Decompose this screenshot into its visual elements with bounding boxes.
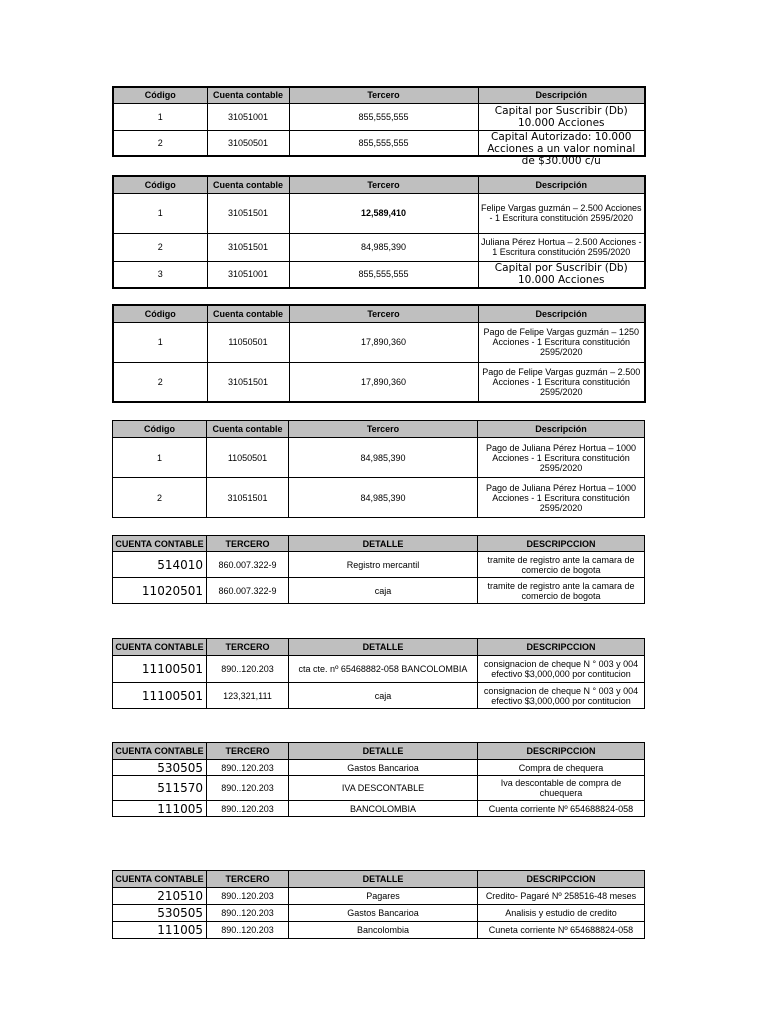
tercero-cell: 860.007.322-9 — [207, 578, 289, 604]
header-tercero: Tercero — [289, 305, 478, 322]
cuenta-cell: 31051001 — [207, 261, 289, 288]
descripcion-cell: Cuneta corriente Nº 654688824-058 — [478, 922, 645, 939]
header-tercero: TERCERO — [207, 639, 289, 656]
cuenta-cell: 31051501 — [207, 362, 289, 402]
header-detalle: DETALLE — [289, 871, 478, 888]
tercero-cell: 12,589,410 — [289, 193, 478, 233]
cuenta-cell: 11020501 — [113, 578, 207, 604]
descripcion-cell: Pago de Juliana Pérez Hortua – 1000 Acciones - 1 Escritura constitución 2595/2020 — [478, 478, 645, 518]
detalle-cell: IVA DESCONTABLE — [289, 776, 478, 801]
header-cuenta-contable: CUENTA CONTABLE — [113, 743, 207, 760]
table-row — [113, 888, 645, 905]
table-row — [113, 322, 645, 362]
codigo-cell: 1 — [113, 193, 207, 233]
descripcion-cell: Cuenta corriente Nº 654688824-058 — [478, 801, 645, 817]
descripcion-cell — [478, 130, 645, 167]
tercero-cell: 123,321,111 — [207, 683, 289, 709]
descripcion-cell: Compra de chequera — [478, 760, 645, 776]
detalle-cell: cta cte. nº 65468882-058 BANCOLOMBIA — [289, 656, 478, 683]
tercero-cell: 855,555,555 — [289, 103, 478, 130]
header-codigo: Código — [113, 421, 207, 438]
table-header-row — [113, 305, 645, 322]
detalle-cell: BANCOLOMBIA — [289, 801, 478, 817]
header-tercero: TERCERO — [207, 871, 289, 888]
header-descripcion: Descripción — [478, 87, 645, 103]
cuenta-cell: 11100501 — [113, 683, 207, 709]
table-row — [113, 922, 645, 939]
table-header-row — [113, 421, 645, 438]
tercero-cell: 17,890,360 — [289, 362, 478, 402]
table-row — [113, 193, 645, 233]
table-row — [113, 683, 645, 709]
cuenta-cell: 111005 — [113, 922, 207, 939]
header-descripcion: Descripción — [478, 421, 645, 438]
header-cuenta-contable: Cuenta contable — [207, 421, 289, 438]
tercero-cell: 890..120.203 — [207, 905, 289, 922]
descripcion-cell: Pago de Juliana Pérez Hortua – 1000 Acciones - 1 Escritura constitución 2595/2020 — [478, 438, 645, 478]
descripcion-cell: Capital por Suscribir (Db) 10.000 Acciones — [478, 103, 645, 130]
header-descripcion: Descripción — [478, 305, 645, 322]
table-credito — [112, 870, 645, 939]
tercero-cell: 890..120.203 — [207, 656, 289, 683]
table-row — [113, 438, 645, 478]
detalle-cell: caja — [289, 683, 478, 709]
tercero-cell: 84,985,390 — [289, 233, 478, 261]
table-row — [113, 362, 645, 402]
table-acciones-socios — [112, 175, 646, 289]
codigo-cell: 3 — [113, 261, 207, 288]
table-row — [113, 905, 645, 922]
table-header-row — [113, 87, 645, 103]
codigo-cell: 2 — [113, 130, 207, 156]
descripcion-cell: Capital por Suscribir (Db) 10.000 Acciones — [478, 261, 645, 288]
cuenta-cell: 530505 — [113, 905, 207, 922]
cuenta-cell: 11050501 — [207, 322, 289, 362]
header-tercero: TERCERO — [207, 743, 289, 760]
codigo-cell: 1 — [113, 103, 207, 130]
tercero-cell: 890..120.203 — [207, 888, 289, 905]
header-detalle: DETALLE — [289, 536, 478, 552]
cuenta-cell: 11050501 — [207, 438, 289, 478]
tercero-cell: 890..120.203 — [207, 760, 289, 776]
header-cuenta-contable: CUENTA CONTABLE — [113, 536, 207, 552]
header-cuenta-contable: Cuenta contable — [207, 305, 289, 322]
table-registro-mercantil — [112, 535, 645, 604]
header-cuenta-contable: Cuenta contable — [207, 176, 289, 193]
cuenta-cell: 111005 — [113, 801, 207, 817]
table-row — [113, 578, 645, 604]
codigo-cell: 2 — [113, 233, 207, 261]
header-descripccion: DESCRIPCCION — [478, 639, 645, 656]
table-row — [113, 552, 645, 578]
detalle-cell: caja — [289, 578, 478, 604]
table-row — [113, 130, 645, 156]
header-codigo: Código — [113, 305, 207, 322]
tercero-cell: 855,555,555 — [289, 261, 478, 288]
header-cuenta-contable: CUENTA CONTABLE — [113, 639, 207, 656]
header-descripccion: DESCRIPCCION — [478, 871, 645, 888]
descripcion-cell: Felipe Vargas guzmán – 2.500 Acciones - 1 Escritura constitución 2595/2020 — [478, 193, 645, 233]
tercero-cell: 855,555,555 — [289, 130, 478, 156]
table-row — [113, 261, 645, 288]
tercero-cell: 890..120.203 — [207, 801, 289, 817]
cuenta-cell: 31051501 — [207, 478, 289, 518]
tercero-cell: 17,890,360 — [289, 322, 478, 362]
descripcion-cell: Pago de Felipe Vargas guzmán – 2.500 Acciones - 1 Escritura constitución 2595/2020 — [478, 362, 645, 402]
table-capital-suscrito — [112, 86, 646, 167]
codigo-cell: 2 — [113, 362, 207, 402]
table-header-row — [113, 871, 645, 888]
detalle-cell: Gastos Bancarioa — [289, 905, 478, 922]
tercero-cell: 860.007.322-9 — [207, 552, 289, 578]
table-row — [113, 478, 645, 518]
descripcion-cell: Juliana Pérez Hortua – 2.500 Acciones - 1 Escritura constitución 2595/2020 — [478, 233, 645, 261]
descripcion-cell: Pago de Felipe Vargas guzmán – 1250 Acciones - 1 Escritura constitución 2595/2020 — [478, 322, 645, 362]
header-cuenta-contable: Cuenta contable — [207, 87, 289, 103]
descripcion-cell: consignacion de cheque N ° 003 y 004 efectivo $3,000,000 por contitucion — [478, 656, 645, 683]
table-pago-felipe — [112, 304, 646, 403]
header-codigo: Código — [113, 176, 207, 193]
header-descripcion: Descripción — [478, 176, 645, 193]
table-header-row — [113, 639, 645, 656]
table-header-row — [113, 743, 645, 760]
codigo-cell: 1 — [113, 322, 207, 362]
cuenta-cell: 31050501 — [207, 130, 289, 156]
tercero-cell: 84,985,390 — [289, 478, 478, 518]
descripcion-cell: Analisis y estudio de credito — [478, 905, 645, 922]
header-tercero: Tercero — [289, 176, 478, 193]
header-cuenta-contable: CUENTA CONTABLE — [113, 871, 207, 888]
detalle-cell: Pagares — [289, 888, 478, 905]
table-row — [113, 801, 645, 817]
header-tercero: TERCERO — [207, 536, 289, 552]
detalle-cell: Registro mercantil — [289, 552, 478, 578]
tercero-cell: 890..120.203 — [207, 922, 289, 939]
cuenta-cell: 11100501 — [113, 656, 207, 683]
table-pago-juliana — [112, 420, 645, 518]
cuenta-cell: 514010 — [113, 552, 207, 578]
descripcion-cell: tramite de registro ante la camara de comercio de bogota — [478, 578, 645, 604]
table-row — [113, 103, 645, 130]
detalle-cell: Bancolombia — [289, 922, 478, 939]
header-detalle: DETALLE — [289, 743, 478, 760]
detalle-cell: Gastos Bancarioa — [289, 760, 478, 776]
descripcion-text: Capital Autorizado: 10.000 Acciones a un valor nominal de $30.000 c/u — [487, 130, 636, 167]
codigo-cell: 1 — [113, 438, 207, 478]
tercero-cell: 890..120.203 — [207, 776, 289, 801]
cuenta-cell: 511570 — [113, 776, 207, 801]
table-row — [113, 656, 645, 683]
table-row — [113, 760, 645, 776]
header-detalle: DETALLE — [289, 639, 478, 656]
header-codigo: Código — [113, 87, 207, 103]
codigo-cell: 2 — [113, 478, 207, 518]
header-descripccion: DESCRIPCCION — [478, 536, 645, 552]
table-consignacion — [112, 638, 645, 709]
cuenta-cell: 210510 — [113, 888, 207, 905]
descripcion-cell: Credito- Pagaré Nº 258516-48 meses — [478, 888, 645, 905]
table-chequera — [112, 742, 645, 817]
table-row — [113, 776, 645, 801]
table-header-row — [113, 536, 645, 552]
descripcion-cell: Iva descontable de compra de chuequera — [478, 776, 645, 801]
header-tercero: Tercero — [289, 87, 478, 103]
table-header-row — [113, 176, 645, 193]
cuenta-cell: 530505 — [113, 760, 207, 776]
header-tercero: Tercero — [289, 421, 478, 438]
table-row — [113, 233, 645, 261]
tercero-cell: 84,985,390 — [289, 438, 478, 478]
cuenta-cell: 31051001 — [207, 103, 289, 130]
header-descripccion: DESCRIPCCION — [478, 743, 645, 760]
cuenta-cell: 31051501 — [207, 233, 289, 261]
cuenta-cell: 31051501 — [207, 193, 289, 233]
descripcion-cell: consignacion de cheque N ° 003 y 004 efectivo $3,000,000 por contitucion — [478, 683, 645, 709]
descripcion-cell: tramite de registro ante la camara de comercio de bogota — [478, 552, 645, 578]
